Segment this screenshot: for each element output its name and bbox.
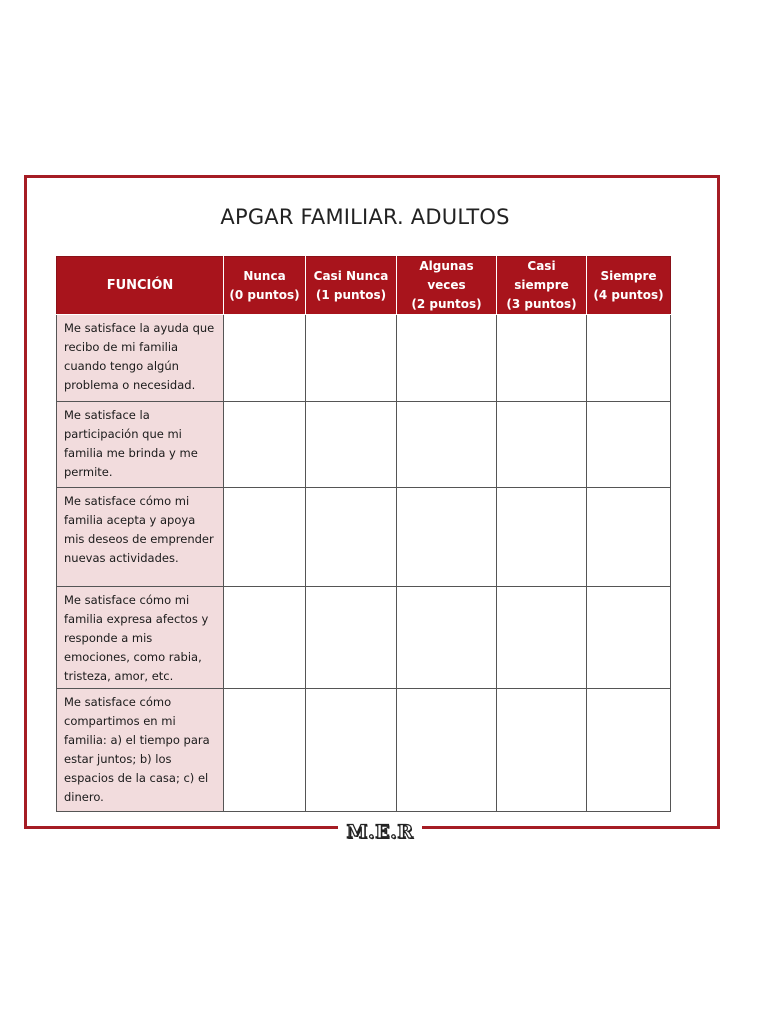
table-row: [57, 402, 671, 488]
answer-cell-casi-siempre[interactable]: [497, 587, 587, 689]
answer-cell-algunas-veces[interactable]: [397, 689, 497, 812]
table-row: [57, 689, 671, 812]
answer-cell-casi-nunca[interactable]: [306, 315, 397, 402]
table-row: [57, 488, 671, 587]
column-header-siempre: [587, 257, 671, 315]
answer-cell-casi-nunca[interactable]: [306, 689, 397, 812]
answer-cell-casi-nunca[interactable]: [306, 402, 397, 488]
table-row: [57, 315, 671, 402]
function-cell: Me satisface cómo mi familia expresa afectos y responde a mis emociones, como rabia, tristeza, amor, etc.: [57, 587, 224, 689]
function-column-header: FUNCIÓN: [57, 257, 224, 315]
column-header-points: (0 puntos): [229, 287, 300, 302]
answer-cell-nunca[interactable]: [224, 402, 306, 488]
answer-cell-siempre[interactable]: [587, 689, 671, 812]
answer-cell-algunas-veces[interactable]: [397, 488, 497, 587]
column-header-casi-nunca: [306, 257, 397, 315]
author-mark: M.E.R: [338, 818, 422, 846]
column-header-label: Siempre: [600, 268, 657, 283]
column-header-label: Casi siempre: [514, 259, 569, 292]
answer-cell-nunca[interactable]: [224, 587, 306, 689]
answer-cell-casi-nunca[interactable]: [306, 587, 397, 689]
column-header-algunas-veces: [397, 257, 497, 315]
answer-cell-casi-siempre[interactable]: [497, 315, 587, 402]
column-header-points: (1 puntos): [315, 287, 387, 302]
function-cell: Me satisface la ayuda que recibo de mi familia cuando tengo algún problema o necesidad.: [57, 315, 224, 402]
function-cell: Me satisface la participación que mi familia me brinda y me permite.: [57, 402, 224, 488]
answer-cell-algunas-veces[interactable]: [397, 315, 497, 402]
answer-cell-nunca[interactable]: [224, 488, 306, 587]
answer-cell-nunca[interactable]: [224, 315, 306, 402]
column-header-points: (3 puntos): [506, 297, 577, 311]
column-header-label: Algunas veces: [419, 259, 474, 292]
answer-cell-siempre[interactable]: [587, 402, 671, 488]
column-header-points: (2 puntos): [411, 297, 482, 311]
page-title: APGAR FAMILIAR. ADULTOS: [220, 205, 510, 229]
table-header-row: [57, 257, 671, 315]
column-header-nunca: [224, 257, 306, 315]
function-cell: Me satisface cómo mi familia acepta y apoya mis deseos de emprender nuevas actividades.: [57, 488, 224, 587]
column-header-label: Casi Nunca: [313, 268, 389, 283]
answer-cell-casi-siempre[interactable]: [497, 488, 587, 587]
answer-cell-siempre[interactable]: [587, 488, 671, 587]
answer-cell-casi-siempre[interactable]: [497, 689, 587, 812]
answer-cell-nunca[interactable]: [224, 689, 306, 812]
answer-cell-siempre[interactable]: [587, 587, 671, 689]
answer-cell-algunas-veces[interactable]: [397, 587, 497, 689]
column-header-casi-siempre: [497, 257, 587, 315]
function-cell: Me satisface cómo compartimos en mi familia: a) el tiempo para estar juntos; b) los espacios de la casa; c) el dinero.: [57, 689, 224, 812]
answer-cell-algunas-veces[interactable]: [397, 402, 497, 488]
column-header-points: (4 puntos): [593, 287, 664, 302]
answer-cell-casi-siempre[interactable]: [497, 402, 587, 488]
apgar-table: [56, 256, 671, 812]
answer-cell-casi-nunca[interactable]: [306, 488, 397, 587]
answer-cell-siempre[interactable]: [587, 315, 671, 402]
table-row: [57, 587, 671, 689]
column-header-label: Nunca: [243, 268, 286, 283]
